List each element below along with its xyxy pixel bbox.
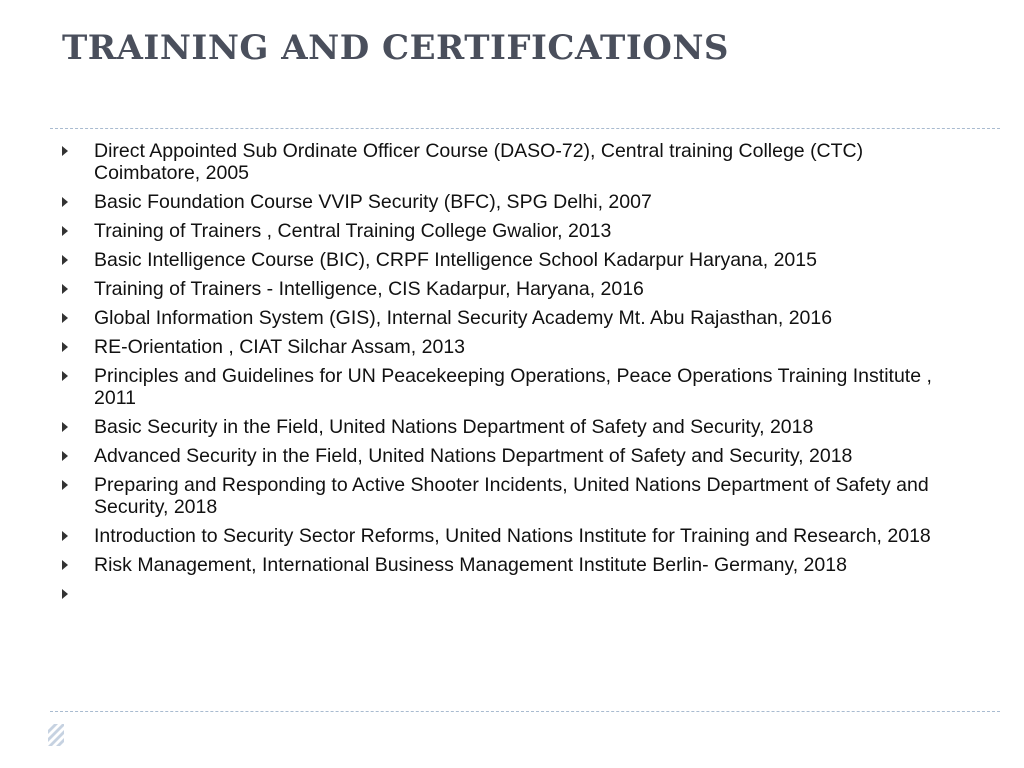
triangle-right-icon bbox=[62, 284, 68, 294]
triangle-right-icon bbox=[62, 589, 68, 599]
list-item bbox=[60, 140, 960, 184]
list-item bbox=[60, 474, 960, 518]
triangle-right-icon bbox=[62, 560, 68, 570]
list-item-text: Principles and Guidelines for UN Peacekeeping Operations, Peace Operations Training Institute , 2011 bbox=[94, 365, 932, 409]
bottom-divider bbox=[50, 711, 1000, 712]
triangle-right-icon bbox=[62, 422, 68, 432]
triangle-right-icon bbox=[62, 146, 68, 156]
triangle-right-icon bbox=[62, 480, 68, 490]
corner-stripes-icon bbox=[48, 724, 64, 746]
list-item bbox=[60, 220, 960, 242]
list-item bbox=[60, 525, 960, 547]
list-item bbox=[60, 336, 960, 358]
list-item-text: Direct Appointed Sub Ordinate Officer Course (DASO-72), Central training College (CTC) Coimbatore, 2005 bbox=[94, 140, 864, 184]
list-item-empty bbox=[60, 583, 960, 599]
list-item-text: Global Information System (GIS), Internal Security Academy Mt. Abu Rajasthan, 2016 bbox=[94, 307, 833, 329]
list-item-text: Training of Trainers , Central Training College Gwalior, 2013 bbox=[94, 220, 612, 242]
list-item bbox=[60, 416, 960, 438]
certification-list bbox=[60, 140, 960, 606]
list-item bbox=[60, 191, 960, 213]
list-item-text: Preparing and Responding to Active Shooter Incidents, United Nations Department of Safety and Security, 2018 bbox=[94, 474, 929, 518]
list-item-text: Introduction to Security Sector Reforms, United Nations Institute for Training and Research, 2018 bbox=[94, 525, 931, 547]
list-item-text: Risk Management, International Business Management Institute Berlin- Germany, 2018 bbox=[94, 554, 847, 576]
list-item bbox=[60, 554, 960, 576]
top-divider bbox=[50, 128, 1000, 129]
list-item-text: Advanced Security in the Field, United Nations Department of Safety and Security, 2018 bbox=[94, 445, 853, 467]
triangle-right-icon bbox=[62, 226, 68, 236]
triangle-right-icon bbox=[62, 531, 68, 541]
triangle-right-icon bbox=[62, 313, 68, 323]
slide-title: TRAINING AND CERTIFICATIONS bbox=[62, 28, 729, 68]
list-item-text: Training of Trainers - Intelligence, CIS Kadarpur, Haryana, 2016 bbox=[94, 278, 644, 300]
list-item bbox=[60, 445, 960, 467]
list-item bbox=[60, 365, 960, 409]
list-item bbox=[60, 249, 960, 271]
triangle-right-icon bbox=[62, 371, 68, 381]
triangle-right-icon bbox=[62, 197, 68, 207]
list-item bbox=[60, 307, 960, 329]
triangle-right-icon bbox=[62, 342, 68, 352]
list-item bbox=[60, 278, 960, 300]
triangle-right-icon bbox=[62, 451, 68, 461]
triangle-right-icon bbox=[62, 255, 68, 265]
list-item-text: RE-Orientation , CIAT Silchar Assam, 2013 bbox=[94, 336, 466, 358]
list-item-text: Basic Security in the Field, United Nations Department of Safety and Security, 2018 bbox=[94, 416, 814, 438]
list-item-text: Basic Intelligence Course (BIC), CRPF Intelligence School Kadarpur Haryana, 2015 bbox=[94, 249, 817, 271]
list-item-text: Basic Foundation Course VVIP Security (BFC), SPG Delhi, 2007 bbox=[94, 191, 652, 213]
